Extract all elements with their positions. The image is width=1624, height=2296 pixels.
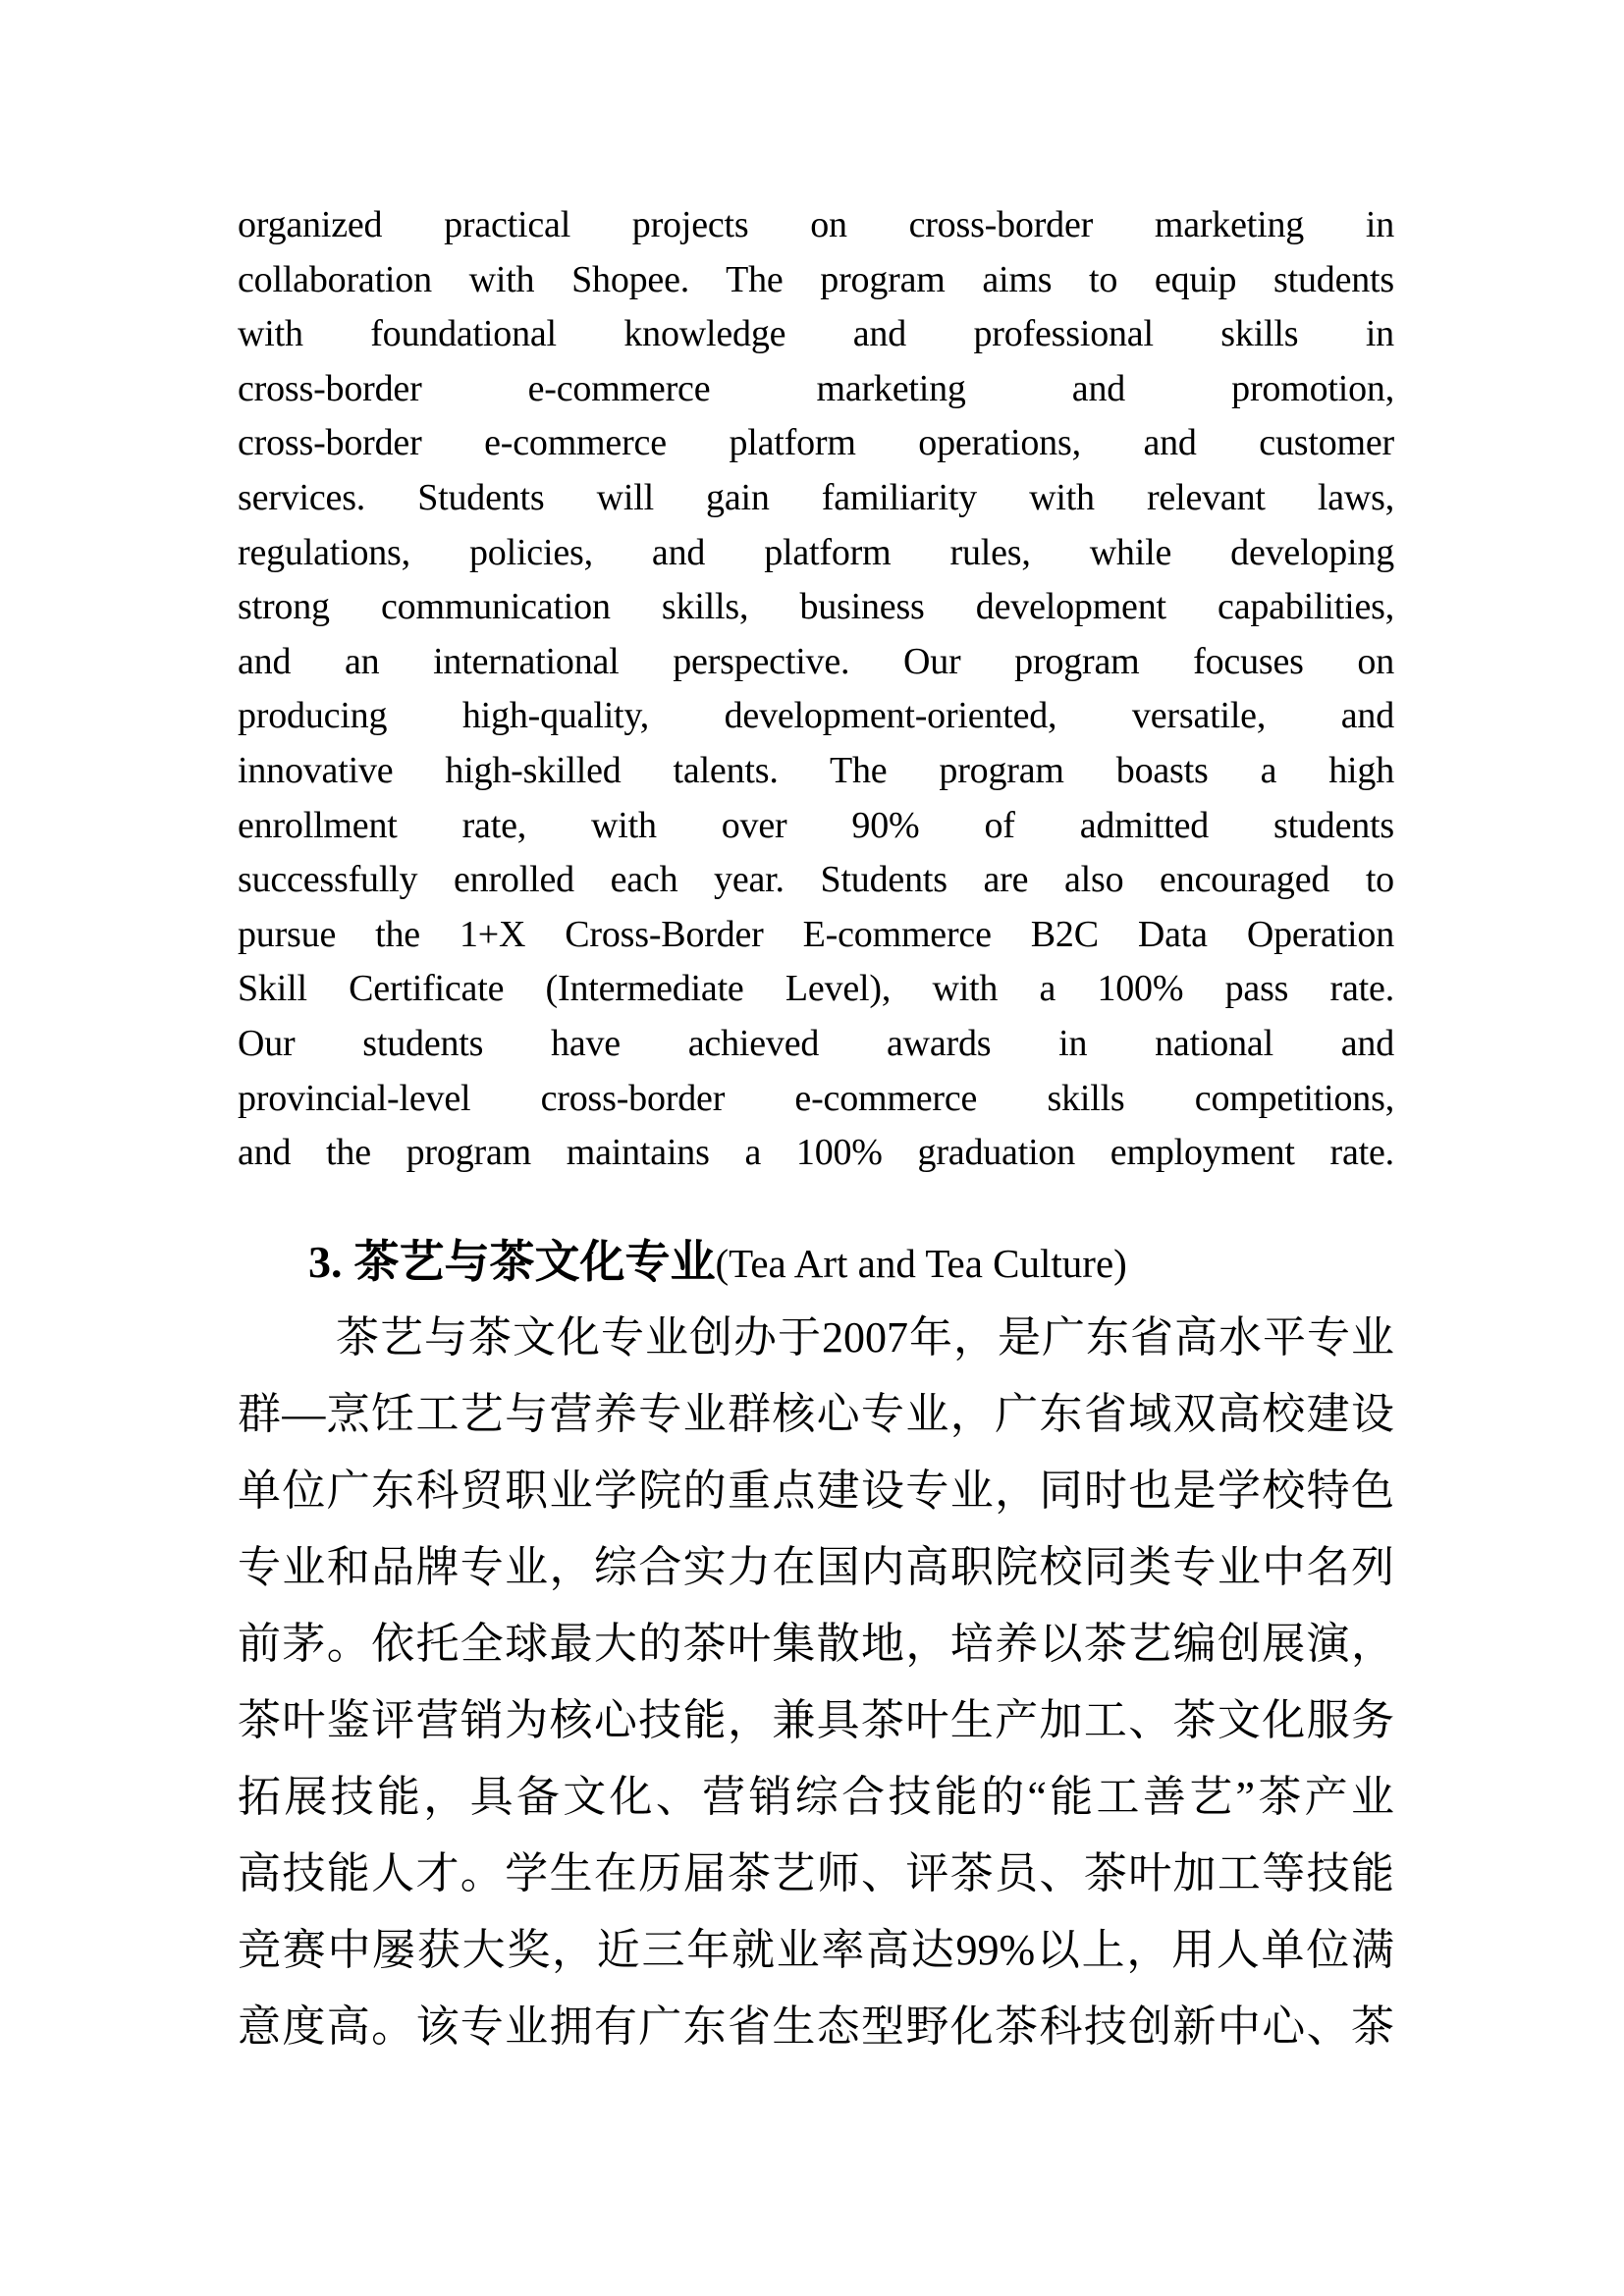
english-paragraph — [238, 198, 1394, 1181]
chinese-text-line: 专业和品牌专业，综合实力在国内高职院校同类专业中名列 — [238, 1542, 1394, 1591]
section-heading — [238, 1226, 1394, 1300]
chinese-text-line: 高技能人才。学生在历届茶艺师、评茶员、茶叶加工等技能 — [238, 1848, 1394, 1897]
chinese-text-line: 竞赛中屡获大奖，近三年就业率高达99%以上，用人单位满 — [238, 1925, 1394, 1974]
english-text-line: regulations, policies, and platform rules, while developing — [238, 531, 1394, 573]
chinese-paragraph — [238, 1300, 1394, 2065]
chinese-text-line: 拓展技能，具备文化、营销综合技能的“能工善艺”茶产业 — [238, 1772, 1394, 1821]
section-title-english: (Tea Art and Tea Culture) — [715, 1240, 1127, 1286]
chinese-text-line: 单位广东科贸职业学院的重点建设专业，同时也是学校特色 — [238, 1466, 1394, 1515]
section-number: 3. — [308, 1236, 343, 1287]
english-text-line: strong communication skills, business development capabilities, — [238, 586, 1394, 628]
chinese-text-line: 前茅。依托全球最大的茶叶集散地，培养以茶艺编创展演， — [238, 1619, 1394, 1668]
english-text-line: successfully enrolled each year. Students are also encouraged to — [238, 859, 1394, 901]
english-text-line: cross-border e-commerce marketing and promotion, — [238, 367, 1394, 409]
section-title-chinese: 茶艺与茶文化专业 — [353, 1236, 716, 1287]
page-content — [238, 198, 1394, 2065]
english-text-line: Our students have achieved awards in national and — [238, 1022, 1394, 1064]
english-text-line: organized practical projects on cross-border marketing in — [238, 204, 1394, 245]
chinese-text-line: 群—烹饪工艺与营养专业群核心专业，广东省域双高校建设 — [238, 1389, 1394, 1438]
english-text-line: cross-border e-commerce platform operations, and customer — [238, 422, 1394, 464]
english-text-line: and the program maintains a 100% graduation employment rate. — [238, 1132, 1394, 1174]
english-text-line: innovative high-skilled talents. The program boasts a high — [238, 749, 1394, 791]
chinese-text-line: 意度高。该专业拥有广东省生态型野化茶科技创新中心、茶 — [238, 2002, 1394, 2051]
chinese-text-line: 茶叶鉴评营销为核心技能，兼具茶叶生产加工、茶文化服务 — [238, 1695, 1394, 1744]
english-text-line: collaboration with Shopee. The program aims to equip students — [238, 258, 1394, 300]
english-text-line: services. Students will gain familiarity with relevant laws, — [238, 476, 1394, 518]
english-text-line: provincial-level cross-border e-commerce skills competitions, — [238, 1077, 1394, 1119]
english-text-line: Skill Certificate (Intermediate Level), with a 100% pass rate. — [238, 968, 1394, 1010]
english-text-line: producing high-quality, development-oriented, versatile, and — [238, 695, 1394, 737]
english-text-line: pursue the 1+X Cross-Border E-commerce B2C Data Operation — [238, 913, 1394, 955]
english-text-line: enrollment rate, with over 90% of admitted students — [238, 804, 1394, 846]
english-text-line: and an international perspective. Our program focuses on — [238, 640, 1394, 682]
english-text-line: with foundational knowledge and professional skills in — [238, 313, 1394, 355]
chinese-text-line: 茶艺与茶文化专业创办于2007年，是广东省高水平专业 — [336, 1312, 1394, 1362]
